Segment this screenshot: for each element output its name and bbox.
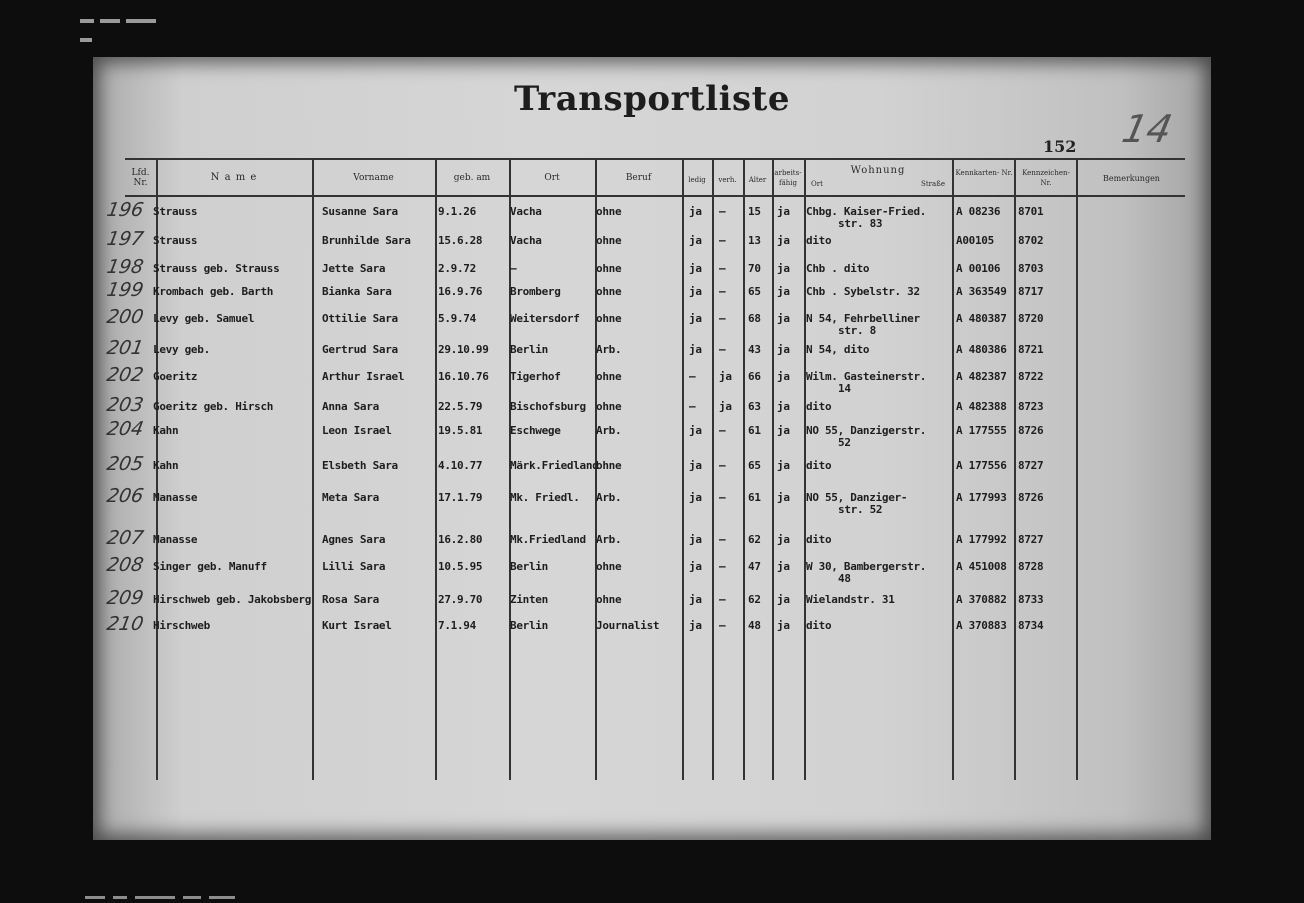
row-name: Strauss [153,234,198,247]
row-beruf: Arb. [596,491,622,504]
row-verh: – [719,533,726,546]
row-ort: Berlin [510,619,548,632]
header-geb-am: geb. am [453,173,491,183]
row-ledig: ja [689,285,702,298]
row-kennkarten-nr: A 177555 [956,424,1007,437]
row-geb-am: 17.1.79 [438,491,483,504]
row-lfd-nr: 196 [105,199,146,221]
row-name: Hirschweb [153,619,210,632]
header-verh: verh. [718,176,737,184]
row-vorname: Ottilie Sara [322,312,398,325]
row-vorname: Susanne Sara [322,205,398,218]
row-ledig: ja [689,234,702,247]
row-beruf: Journalist [596,619,660,632]
row-wohnung: dito [806,234,832,247]
row-vorname: Bianka Sara [322,285,392,298]
row-arbeitsfaehig: ja [777,491,790,504]
row-wohnung-line2: str. 8 [838,324,876,337]
row-geb-am: 22.5.79 [438,400,483,413]
row-kennkarten-nr: A 363549 [956,285,1007,298]
row-name: Krombach geb. Barth [153,285,274,298]
row-vorname: Brunhilde Sara [322,234,411,247]
row-lfd-nr: 204 [105,418,146,440]
row-arbeitsfaehig: ja [777,400,790,413]
row-arbeitsfaehig: ja [777,343,790,356]
row-vorname: Kurt Israel [322,619,392,632]
row-ort: Bromberg [510,285,561,298]
row-arbeitsfaehig: ja [777,262,790,275]
row-alter: 15 [748,205,761,218]
table-top-rule [125,158,1185,160]
row-wohnung: NO 55, Danziger- [806,491,908,504]
row-name: Goeritz geb. Hirsch [153,400,274,413]
row-name: Hirschweb geb. Jakobsberg [153,593,312,606]
row-kennkarten-nr: A 177992 [956,533,1007,546]
row-name: Strauss [153,205,198,218]
row-ort: Tigerhof [510,370,561,383]
row-geb-am: 16.10.76 [438,370,489,383]
row-alter: 48 [748,619,761,632]
row-beruf: ohne [596,459,622,472]
row-vorname: Rosa Sara [322,593,379,606]
row-verh: – [719,262,726,275]
row-ledig: – [689,370,696,383]
column-divider [1014,158,1016,780]
row-vorname: Arthur Israel [322,370,405,383]
row-kennkarten-nr: A 482388 [956,400,1007,413]
header-beruf: Beruf [625,173,652,183]
row-geb-am: 16.2.80 [438,533,483,546]
row-name: Strauss geb. Strauss [153,262,280,275]
row-verh: – [719,560,726,573]
row-ort: Berlin [510,343,548,356]
row-wohnung: Chbg. Kaiser-Fried. [806,205,927,218]
row-wohnung-line2: 52 [838,436,851,449]
row-lfd-nr: 201 [105,337,146,359]
row-geb-am: 10.5.95 [438,560,483,573]
header-kennkarten-nr: Kennkarten- Nr. [955,169,1013,177]
column-divider [435,158,437,780]
row-kennkarten-nr: A 480386 [956,343,1007,356]
row-arbeitsfaehig: ja [777,205,790,218]
row-verh: – [719,343,726,356]
row-lfd-nr: 202 [105,364,146,386]
row-kennzeichen-nr: 8726 [1018,424,1044,437]
header-wohnung: Wohnung [850,165,906,176]
row-wohnung: dito [806,533,832,546]
header-bemerkungen: Bemerkungen [1103,174,1160,183]
row-alter: 62 [748,533,761,546]
row-vorname: Leon Israel [322,424,392,437]
header-wohnung-strasse: Straße [921,180,945,188]
row-arbeitsfaehig: ja [777,370,790,383]
row-wohnung: Wielandstr. 31 [806,593,895,606]
row-beruf: Arb. [596,533,622,546]
row-geb-am: 29.10.99 [438,343,489,356]
row-verh: – [719,234,726,247]
row-name: Singer geb. Manuff [153,560,267,573]
row-alter: 66 [748,370,761,383]
row-ledig: – [689,400,696,413]
row-name: Levy geb. [153,343,210,356]
column-divider [952,158,954,780]
row-alter: 61 [748,424,761,437]
row-vorname: Meta Sara [322,491,379,504]
row-lfd-nr: 207 [105,527,146,549]
row-lfd-nr: 200 [105,306,146,328]
row-kennzeichen-nr: 8733 [1018,593,1044,606]
row-wohnung: Chb . dito [806,262,870,275]
row-arbeitsfaehig: ja [777,533,790,546]
row-ledig: ja [689,459,702,472]
row-arbeitsfaehig: ja [777,459,790,472]
row-kennzeichen-nr: 8727 [1018,459,1044,472]
row-kennzeichen-nr: 8723 [1018,400,1044,413]
row-ort: Weitersdorf [510,312,580,325]
row-wohnung: Wilm. Gasteinerstr. [806,370,927,383]
row-kennkarten-nr: A 08236 [956,205,1001,218]
row-alter: 65 [748,285,761,298]
row-kennzeichen-nr: 8702 [1018,234,1044,247]
row-kennzeichen-nr: 8721 [1018,343,1044,356]
row-name: Goeritz [153,370,198,383]
row-wohnung: N 54, dito [806,343,870,356]
row-kennzeichen-nr: 8728 [1018,560,1044,573]
row-vorname: Gertrud Sara [322,343,398,356]
document-sheet [93,57,1211,840]
row-beruf: ohne [596,400,622,413]
row-alter: 65 [748,459,761,472]
header-arbeitsfaehig: arbeits- fähig [774,169,802,187]
row-lfd-nr: 205 [105,453,146,475]
row-geb-am: 5.9.74 [438,312,476,325]
row-wohnung: dito [806,459,832,472]
row-wohnung: N 54, Fehrbelliner [806,312,920,325]
row-name: Manasse [153,491,198,504]
row-arbeitsfaehig: ja [777,234,790,247]
row-wohnung-line2: str. 83 [838,217,883,230]
row-kennzeichen-nr: 8727 [1018,533,1044,546]
document-title: Transportliste [513,79,790,119]
header-vorname: Vorname [353,173,394,183]
row-verh: – [719,619,726,632]
row-wohnung: W 30, Bambergerstr. [806,560,927,573]
row-beruf: Arb. [596,424,622,437]
row-beruf: ohne [596,262,622,275]
row-beruf: ohne [596,205,622,218]
row-kennkarten-nr: A 370883 [956,619,1007,632]
row-arbeitsfaehig: ja [777,312,790,325]
column-divider [743,158,745,780]
row-kennkarten-nr: A 177993 [956,491,1007,504]
row-arbeitsfaehig: ja [777,285,790,298]
row-beruf: ohne [596,593,622,606]
row-beruf: ohne [596,370,622,383]
row-kennkarten-nr: A 177556 [956,459,1007,472]
row-beruf: ohne [596,560,622,573]
film-edge-marks-top [80,8,172,13]
row-verh: – [719,312,726,325]
row-ledig: ja [689,593,702,606]
row-wohnung: dito [806,400,832,413]
row-kennkarten-nr: A00105 [956,234,994,247]
row-lfd-nr: 203 [105,394,146,416]
row-alter: 61 [748,491,761,504]
row-alter: 68 [748,312,761,325]
row-kennkarten-nr: A 370882 [956,593,1007,606]
row-ort: Eschwege [510,424,561,437]
row-name: Kahn [153,459,179,472]
row-ledig: ja [689,619,702,632]
row-ort: Vacha [510,234,542,247]
film-edge-marks-bottom [85,884,1304,890]
row-ort: Berlin [510,560,548,573]
row-ort: Zinten [510,593,548,606]
column-divider [312,158,314,780]
row-kennzeichen-nr: 8717 [1018,285,1044,298]
header-ort: Ort [544,173,560,183]
row-kennzeichen-nr: 8734 [1018,619,1044,632]
row-ort: – [510,262,517,275]
row-ledig: ja [689,262,702,275]
table-header-rule [125,195,1185,197]
row-beruf: ohne [596,234,622,247]
row-verh: ja [719,370,732,383]
row-beruf: ohne [596,312,622,325]
row-ledig: ja [689,312,702,325]
row-alter: 47 [748,560,761,573]
row-verh: – [719,491,726,504]
row-name: Manasse [153,533,198,546]
row-geb-am: 27.9.70 [438,593,483,606]
page-number: 152 [1043,137,1077,156]
row-kennkarten-nr: A 480387 [956,312,1007,325]
row-beruf: ohne [596,285,622,298]
row-kennkarten-nr: A 482387 [956,370,1007,383]
column-divider [682,158,684,780]
row-lfd-nr: 197 [105,228,146,250]
row-lfd-nr: 208 [105,554,146,576]
handwritten-page-number: 14 [1118,107,1177,151]
row-verh: – [719,593,726,606]
row-vorname: Anna Sara [322,400,379,413]
row-geb-am: 16.9.76 [438,285,483,298]
column-divider [712,158,714,780]
row-kennzeichen-nr: 8722 [1018,370,1044,383]
row-beruf: Arb. [596,343,622,356]
row-name: Levy geb. Samuel [153,312,255,325]
header-alter: Alter [748,176,767,184]
row-alter: 63 [748,400,761,413]
row-vorname: Jette Sara [322,262,386,275]
row-geb-am: 7.1.94 [438,619,476,632]
row-alter: 70 [748,262,761,275]
header-kennzeichen-nr: Kennzeichen- Nr. [1022,169,1070,187]
row-vorname: Elsbeth Sara [322,459,398,472]
column-divider [772,158,774,780]
row-verh: – [719,459,726,472]
row-vorname: Agnes Sara [322,533,386,546]
row-geb-am: 9.1.26 [438,205,476,218]
row-alter: 13 [748,234,761,247]
row-ledig: ja [689,560,702,573]
row-wohnung: NO 55, Danzigerstr. [806,424,927,437]
row-wohnung-line2: 48 [838,572,851,585]
row-geb-am: 19.5.81 [438,424,483,437]
row-lfd-nr: 206 [105,485,146,507]
row-arbeitsfaehig: ja [777,593,790,606]
row-geb-am: 15.6.28 [438,234,483,247]
row-kennzeichen-nr: 8726 [1018,491,1044,504]
row-ledig: ja [689,424,702,437]
row-ort: Mk.Friedland [510,533,586,546]
row-ort: Märk.Friedland [510,459,599,472]
row-wohnung-line2: 14 [838,382,851,395]
row-name: Kahn [153,424,179,437]
row-alter: 43 [748,343,761,356]
row-alter: 62 [748,593,761,606]
row-verh: ja [719,400,732,413]
row-geb-am: 4.10.77 [438,459,483,472]
header-lfd-nr: Lfd. Nr. [131,168,150,188]
row-arbeitsfaehig: ja [777,424,790,437]
row-ledig: ja [689,205,702,218]
row-geb-am: 2.9.72 [438,262,476,275]
row-arbeitsfaehig: ja [777,619,790,632]
row-arbeitsfaehig: ja [777,560,790,573]
row-ort: Vacha [510,205,542,218]
row-verh: – [719,205,726,218]
row-lfd-nr: 199 [105,279,146,301]
row-ledig: ja [689,533,702,546]
row-kennzeichen-nr: 8701 [1018,205,1044,218]
row-ledig: ja [689,491,702,504]
row-lfd-nr: 209 [105,587,146,609]
header-wohnung-ort: Ort [811,180,823,188]
row-verh: – [719,424,726,437]
row-kennzeichen-nr: 8703 [1018,262,1044,275]
row-kennzeichen-nr: 8720 [1018,312,1044,325]
row-vorname: Lilli Sara [322,560,386,573]
header-name: N a m e [210,172,258,183]
row-wohnung-line2: str. 52 [838,503,883,516]
row-verh: – [719,285,726,298]
row-kennkarten-nr: A 00106 [956,262,1001,275]
row-wohnung: Chb . Sybelstr. 32 [806,285,920,298]
row-ort: Bischofsburg [510,400,586,413]
row-kennkarten-nr: A 451008 [956,560,1007,573]
row-wohnung: dito [806,619,832,632]
header-ledig: ledig [688,176,706,184]
row-ort: Mk. Friedl. [510,491,580,504]
row-lfd-nr: 210 [105,613,146,635]
row-ledig: ja [689,343,702,356]
column-divider [1076,158,1078,780]
row-lfd-nr: 198 [105,256,146,278]
